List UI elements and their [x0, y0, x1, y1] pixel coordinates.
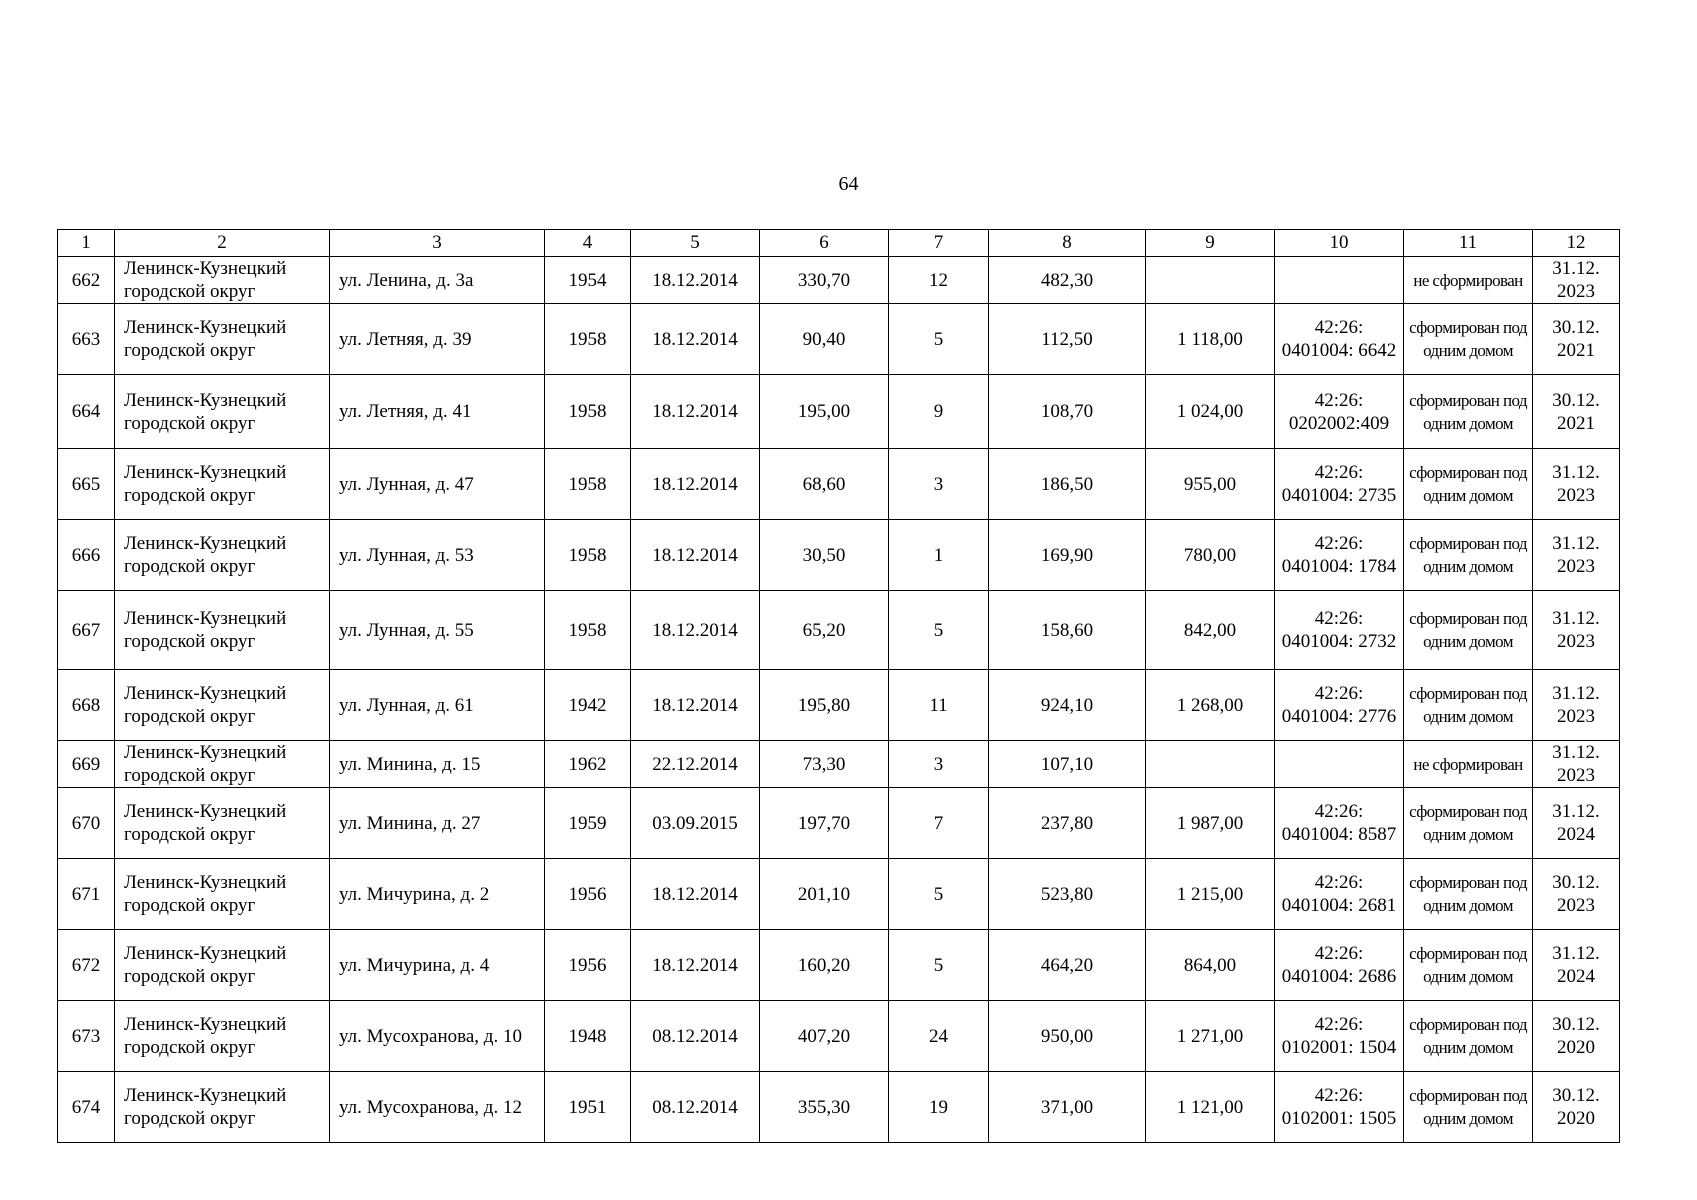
- column-number: 4: [545, 230, 631, 257]
- table-row: [58, 257, 1620, 304]
- page-number: 64: [838, 173, 859, 195]
- address-cell: ул. Мусохранова, д. 12: [330, 1072, 545, 1143]
- deadline-cell: 31.12. 2024: [1533, 788, 1620, 859]
- column-number: 12: [1533, 230, 1620, 257]
- year-built-cell: 1948: [545, 1001, 631, 1072]
- municipality-cell: Ленинск-Кузнецкий городской округ: [115, 930, 330, 1001]
- land-status-cell: сформирован под одним домом: [1404, 449, 1533, 520]
- address-cell: ул. Мичурина, д. 4: [330, 930, 545, 1001]
- area-cell: 407,20: [760, 1001, 889, 1072]
- cadastral-number-cell: 42:26: 0401004: 2776: [1275, 670, 1404, 741]
- municipality-cell: Ленинск-Кузнецкий городской округ: [115, 788, 330, 859]
- column-number: 11: [1404, 230, 1533, 257]
- land-status-cell: сформирован под одним домом: [1404, 1001, 1533, 1072]
- deadline-cell: 30.12. 2021: [1533, 304, 1620, 375]
- land-area-cell: 1 271,00: [1146, 1001, 1275, 1072]
- land-area-cell: 780,00: [1146, 520, 1275, 591]
- column-number: 9: [1146, 230, 1275, 257]
- municipality-cell: Ленинск-Кузнецкий городской округ: [115, 591, 330, 670]
- municipality-cell: Ленинск-Кузнецкий городской округ: [115, 670, 330, 741]
- date-cell: 18.12.2014: [631, 375, 760, 449]
- residents-cell: 11: [889, 670, 989, 741]
- date-cell: 22.12.2014: [631, 741, 760, 788]
- deadline-cell: 30.12. 2021: [1533, 375, 1620, 449]
- row-number-cell: 666: [58, 520, 115, 591]
- land-status-cell: сформирован под одним домом: [1404, 520, 1533, 591]
- area-land-cell: 482,30: [989, 257, 1146, 304]
- residents-cell: 5: [889, 591, 989, 670]
- land-area-cell: 1 268,00: [1146, 670, 1275, 741]
- municipality-cell: Ленинск-Кузнецкий городской округ: [115, 520, 330, 591]
- land-area-cell: [1146, 257, 1275, 304]
- cadastral-number-cell: 42:26: 0401004: 2732: [1275, 591, 1404, 670]
- cadastral-number-cell: 42:26: 0401004: 2681: [1275, 859, 1404, 930]
- area-cell: 65,20: [760, 591, 889, 670]
- municipality-cell: Ленинск-Кузнецкий городской округ: [115, 304, 330, 375]
- cadastral-number-cell: 42:26: 0401004: 8587: [1275, 788, 1404, 859]
- row-number-cell: 664: [58, 375, 115, 449]
- year-built-cell: 1959: [545, 788, 631, 859]
- date-cell: 18.12.2014: [631, 520, 760, 591]
- address-cell: ул. Лунная, д. 53: [330, 520, 545, 591]
- area-land-cell: 464,20: [989, 930, 1146, 1001]
- area-cell: 201,10: [760, 859, 889, 930]
- area-land-cell: 924,10: [989, 670, 1146, 741]
- date-cell: 18.12.2014: [631, 930, 760, 1001]
- year-built-cell: 1954: [545, 257, 631, 304]
- row-number-cell: 673: [58, 1001, 115, 1072]
- address-cell: ул. Лунная, д. 61: [330, 670, 545, 741]
- land-status-cell: сформирован под одним домом: [1404, 304, 1533, 375]
- row-number-cell: 670: [58, 788, 115, 859]
- deadline-cell: 31.12. 2023: [1533, 741, 1620, 788]
- date-cell: 08.12.2014: [631, 1001, 760, 1072]
- land-status-cell: сформирован под одним домом: [1404, 591, 1533, 670]
- row-number-cell: 669: [58, 741, 115, 788]
- date-cell: 18.12.2014: [631, 591, 760, 670]
- area-land-cell: 158,60: [989, 591, 1146, 670]
- year-built-cell: 1951: [545, 1072, 631, 1143]
- land-area-cell: 1 215,00: [1146, 859, 1275, 930]
- date-cell: 18.12.2014: [631, 449, 760, 520]
- land-area-cell: 1 987,00: [1146, 788, 1275, 859]
- residents-cell: 24: [889, 1001, 989, 1072]
- land-area-cell: 1 121,00: [1146, 1072, 1275, 1143]
- column-number: 5: [631, 230, 760, 257]
- address-cell: ул. Летняя, д. 39: [330, 304, 545, 375]
- area-land-cell: 237,80: [989, 788, 1146, 859]
- area-cell: 30,50: [760, 520, 889, 591]
- land-area-cell: 1 024,00: [1146, 375, 1275, 449]
- area-cell: 68,60: [760, 449, 889, 520]
- land-status-cell: не сформирован: [1404, 741, 1533, 788]
- cadastral-number-cell: 42:26: 0401004: 6642: [1275, 304, 1404, 375]
- table-row: [58, 930, 1620, 1001]
- municipality-cell: Ленинск-Кузнецкий городской округ: [115, 449, 330, 520]
- municipality-cell: Ленинск-Кузнецкий городской округ: [115, 859, 330, 930]
- cadastral-number-cell: 42:26: 0401004: 2735: [1275, 449, 1404, 520]
- land-status-cell: не сформирован: [1404, 257, 1533, 304]
- land-status-cell: сформирован под одним домом: [1404, 670, 1533, 741]
- cadastral-number-cell: [1275, 741, 1404, 788]
- municipality-cell: Ленинск-Кузнецкий городской округ: [115, 1072, 330, 1143]
- year-built-cell: 1956: [545, 859, 631, 930]
- table-row: [58, 375, 1620, 449]
- column-number: 6: [760, 230, 889, 257]
- table-row: [58, 304, 1620, 375]
- land-area-cell: [1146, 741, 1275, 788]
- land-status-cell: сформирован под одним домом: [1404, 930, 1533, 1001]
- deadline-cell: 31.12. 2023: [1533, 670, 1620, 741]
- address-cell: ул. Мичурина, д. 2: [330, 859, 545, 930]
- residents-cell: 9: [889, 375, 989, 449]
- year-built-cell: 1962: [545, 741, 631, 788]
- area-cell: 195,00: [760, 375, 889, 449]
- table-row: [58, 449, 1620, 520]
- area-land-cell: 950,00: [989, 1001, 1146, 1072]
- residents-cell: 1: [889, 520, 989, 591]
- area-cell: 355,30: [760, 1072, 889, 1143]
- table-row: [58, 859, 1620, 930]
- row-number-cell: 671: [58, 859, 115, 930]
- land-status-cell: сформирован под одним домом: [1404, 1072, 1533, 1143]
- row-number-cell: 663: [58, 304, 115, 375]
- deadline-cell: 31.12. 2023: [1533, 257, 1620, 304]
- table-row: [58, 591, 1620, 670]
- deadline-cell: 30.12. 2020: [1533, 1072, 1620, 1143]
- date-cell: 18.12.2014: [631, 670, 760, 741]
- address-cell: ул. Минина, д. 27: [330, 788, 545, 859]
- area-land-cell: 108,70: [989, 375, 1146, 449]
- cadastral-number-cell: 42:26: 0401004: 2686: [1275, 930, 1404, 1001]
- deadline-cell: 31.12. 2023: [1533, 520, 1620, 591]
- row-number-cell: 662: [58, 257, 115, 304]
- year-built-cell: 1958: [545, 375, 631, 449]
- table-row: [58, 788, 1620, 859]
- column-number: 8: [989, 230, 1146, 257]
- column-number-row: [58, 230, 1620, 257]
- row-number-cell: 674: [58, 1072, 115, 1143]
- date-cell: 18.12.2014: [631, 257, 760, 304]
- land-area-cell: 1 118,00: [1146, 304, 1275, 375]
- deadline-cell: 30.12. 2020: [1533, 1001, 1620, 1072]
- land-status-cell: сформирован под одним домом: [1404, 375, 1533, 449]
- cadastral-number-cell: 42:26: 0102001: 1504: [1275, 1001, 1404, 1072]
- address-cell: ул. Летняя, д. 41: [330, 375, 545, 449]
- table-row: [58, 1001, 1620, 1072]
- area-cell: 90,40: [760, 304, 889, 375]
- residents-cell: 5: [889, 930, 989, 1001]
- year-built-cell: 1958: [545, 304, 631, 375]
- housing-registry-table: [57, 229, 1620, 1143]
- table-row: [58, 520, 1620, 591]
- year-built-cell: 1958: [545, 449, 631, 520]
- column-number: 10: [1275, 230, 1404, 257]
- residents-cell: 12: [889, 257, 989, 304]
- municipality-cell: Ленинск-Кузнецкий городской округ: [115, 1001, 330, 1072]
- deadline-cell: 31.12. 2023: [1533, 591, 1620, 670]
- area-land-cell: 112,50: [989, 304, 1146, 375]
- date-cell: 08.12.2014: [631, 1072, 760, 1143]
- municipality-cell: Ленинск-Кузнецкий городской округ: [115, 375, 330, 449]
- table-row: [58, 741, 1620, 788]
- deadline-cell: 31.12. 2024: [1533, 930, 1620, 1001]
- year-built-cell: 1958: [545, 520, 631, 591]
- column-number: 3: [330, 230, 545, 257]
- date-cell: 18.12.2014: [631, 859, 760, 930]
- cadastral-number-cell: 42:26: 0401004: 1784: [1275, 520, 1404, 591]
- table-row: [58, 670, 1620, 741]
- cadastral-number-cell: 42:26: 0102001: 1505: [1275, 1072, 1404, 1143]
- address-cell: ул. Минина, д. 15: [330, 741, 545, 788]
- row-number-cell: 668: [58, 670, 115, 741]
- date-cell: 18.12.2014: [631, 304, 760, 375]
- deadline-cell: 30.12. 2023: [1533, 859, 1620, 930]
- area-cell: 73,30: [760, 741, 889, 788]
- address-cell: ул. Ленина, д. 3а: [330, 257, 545, 304]
- row-number-cell: 667: [58, 591, 115, 670]
- year-built-cell: 1956: [545, 930, 631, 1001]
- address-cell: ул. Лунная, д. 47: [330, 449, 545, 520]
- table-row: [58, 1072, 1620, 1143]
- area-cell: 330,70: [760, 257, 889, 304]
- land-area-cell: 842,00: [1146, 591, 1275, 670]
- municipality-cell: Ленинск-Кузнецкий городской округ: [115, 257, 330, 304]
- address-cell: ул. Мусохранова, д. 10: [330, 1001, 545, 1072]
- cadastral-number-cell: [1275, 257, 1404, 304]
- area-land-cell: 107,10: [989, 741, 1146, 788]
- land-status-cell: сформирован под одним домом: [1404, 788, 1533, 859]
- residents-cell: 3: [889, 741, 989, 788]
- area-land-cell: 371,00: [989, 1072, 1146, 1143]
- residents-cell: 3: [889, 449, 989, 520]
- land-area-cell: 864,00: [1146, 930, 1275, 1001]
- cadastral-number-cell: 42:26: 0202002:409: [1275, 375, 1404, 449]
- land-area-cell: 955,00: [1146, 449, 1275, 520]
- residents-cell: 5: [889, 859, 989, 930]
- address-cell: ул. Лунная, д. 55: [330, 591, 545, 670]
- row-number-cell: 672: [58, 930, 115, 1001]
- area-land-cell: 523,80: [989, 859, 1146, 930]
- area-cell: 197,70: [760, 788, 889, 859]
- column-number: 7: [889, 230, 989, 257]
- residents-cell: 19: [889, 1072, 989, 1143]
- deadline-cell: 31.12. 2023: [1533, 449, 1620, 520]
- area-cell: 195,80: [760, 670, 889, 741]
- residents-cell: 5: [889, 304, 989, 375]
- column-number: 2: [115, 230, 330, 257]
- land-status-cell: сформирован под одним домом: [1404, 859, 1533, 930]
- year-built-cell: 1942: [545, 670, 631, 741]
- area-land-cell: 169,90: [989, 520, 1146, 591]
- year-built-cell: 1958: [545, 591, 631, 670]
- column-number: 1: [58, 230, 115, 257]
- municipality-cell: Ленинск-Кузнецкий городской округ: [115, 741, 330, 788]
- area-cell: 160,20: [760, 930, 889, 1001]
- row-number-cell: 665: [58, 449, 115, 520]
- area-land-cell: 186,50: [989, 449, 1146, 520]
- date-cell: 03.09.2015: [631, 788, 760, 859]
- residents-cell: 7: [889, 788, 989, 859]
